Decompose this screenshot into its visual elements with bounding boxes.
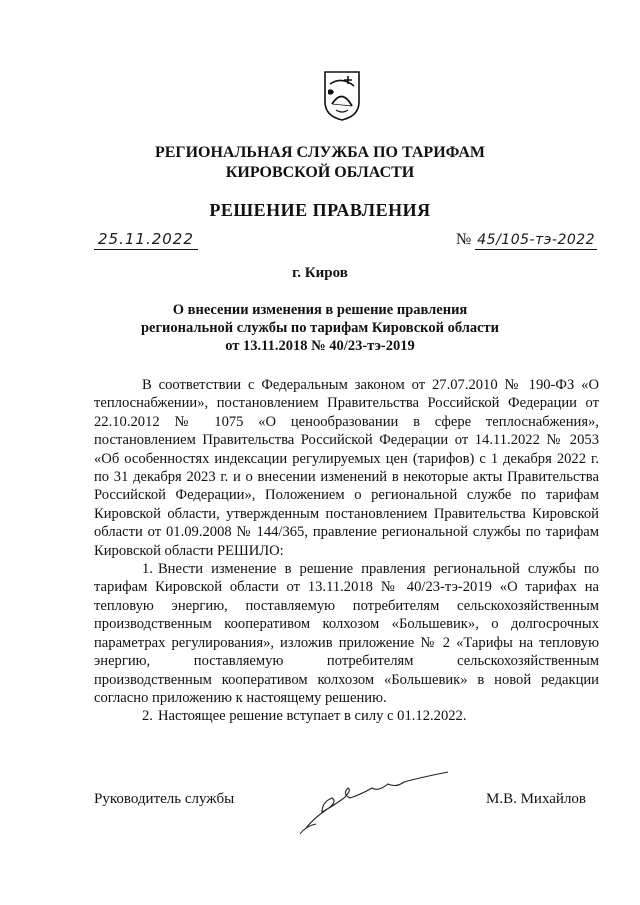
coat-of-arms-icon [322,70,362,122]
org-name-line1: РЕГИОНАЛЬНАЯ СЛУЖБА ПО ТАРИФАМ [154,144,486,161]
org-name-line2: КИРОВСКОЙ ОБЛАСТИ [225,164,415,181]
item-number: 1. [142,561,153,578]
decision-number [456,230,597,249]
item-text: Настоящее решение вступает в силу с 01.12.2022. [157,708,467,725]
preamble-paragraph: В соответствии с Федеральным законом от 27.07.2010 № 190-ФЗ «О теплоснабжении», постановлением Правительства Российской Федерации от 22.10.2012 № 1075 «О ценообразовании в сфере теплоснабжения», постановлением Правительства Российской Федерации от 14.11.2022 № 2053 «Об особенностях индексации регулируемых цен (тарифов) с 1 декабря 2022 г. по 31 декабря 2023 г. и о внесении изменений в некоторые акты Правительства Российской Федерации», Положением о региональной службе по тарифам Кировской области, утвержденным постановлением Правительства Кировской области от 01.09.2008 № 144/365, правление региональной службы по тарифам Кировской области РЕШИЛО: [94,377,599,559]
signatory-name: М.В. Михайлов [486,791,587,807]
decision-date: 25.11.2022 [94,230,198,250]
number-value: 45/105-тэ-2022 [477,232,596,248]
subject-line2: региональной службы по тарифам Кировской области [140,320,500,336]
number-label: № [456,231,472,248]
decision-item-1 [94,560,599,707]
subject-line1: О внесении изменения в решение правления [172,302,468,318]
handwritten-signature-icon [292,768,452,838]
item-number: 2. [142,708,153,725]
decision-title: РЕШЕНИЕ ПРАВЛЕНИЯ [209,200,431,220]
item-text: Внести изменение в решение правления региональной службы по тарифам Кировской области от 13.11.2018 № 40/23-тэ-2019 «О тарифах на тепловую энергию, поставляемую потребителям сельскохозяйственным производственным кооперативом колхозом «Большевик», о долгосрочных параметрах регулирования», изложив приложение № 2 «Тарифы на тепловую энергию, поставляемую потребителям сельскохозяйственным производственным кооперативом колхозом «Большевик» в новой редакции согласно приложению к настоящему решению. [94,561,599,706]
decision-body [94,376,599,726]
city: г. Киров [292,265,348,281]
subject-line3: от 13.11.2018 № 40/23-тэ-2019 [225,338,415,354]
decision-item-2 [94,707,599,725]
signatory-role: Руководитель службы [94,791,235,807]
